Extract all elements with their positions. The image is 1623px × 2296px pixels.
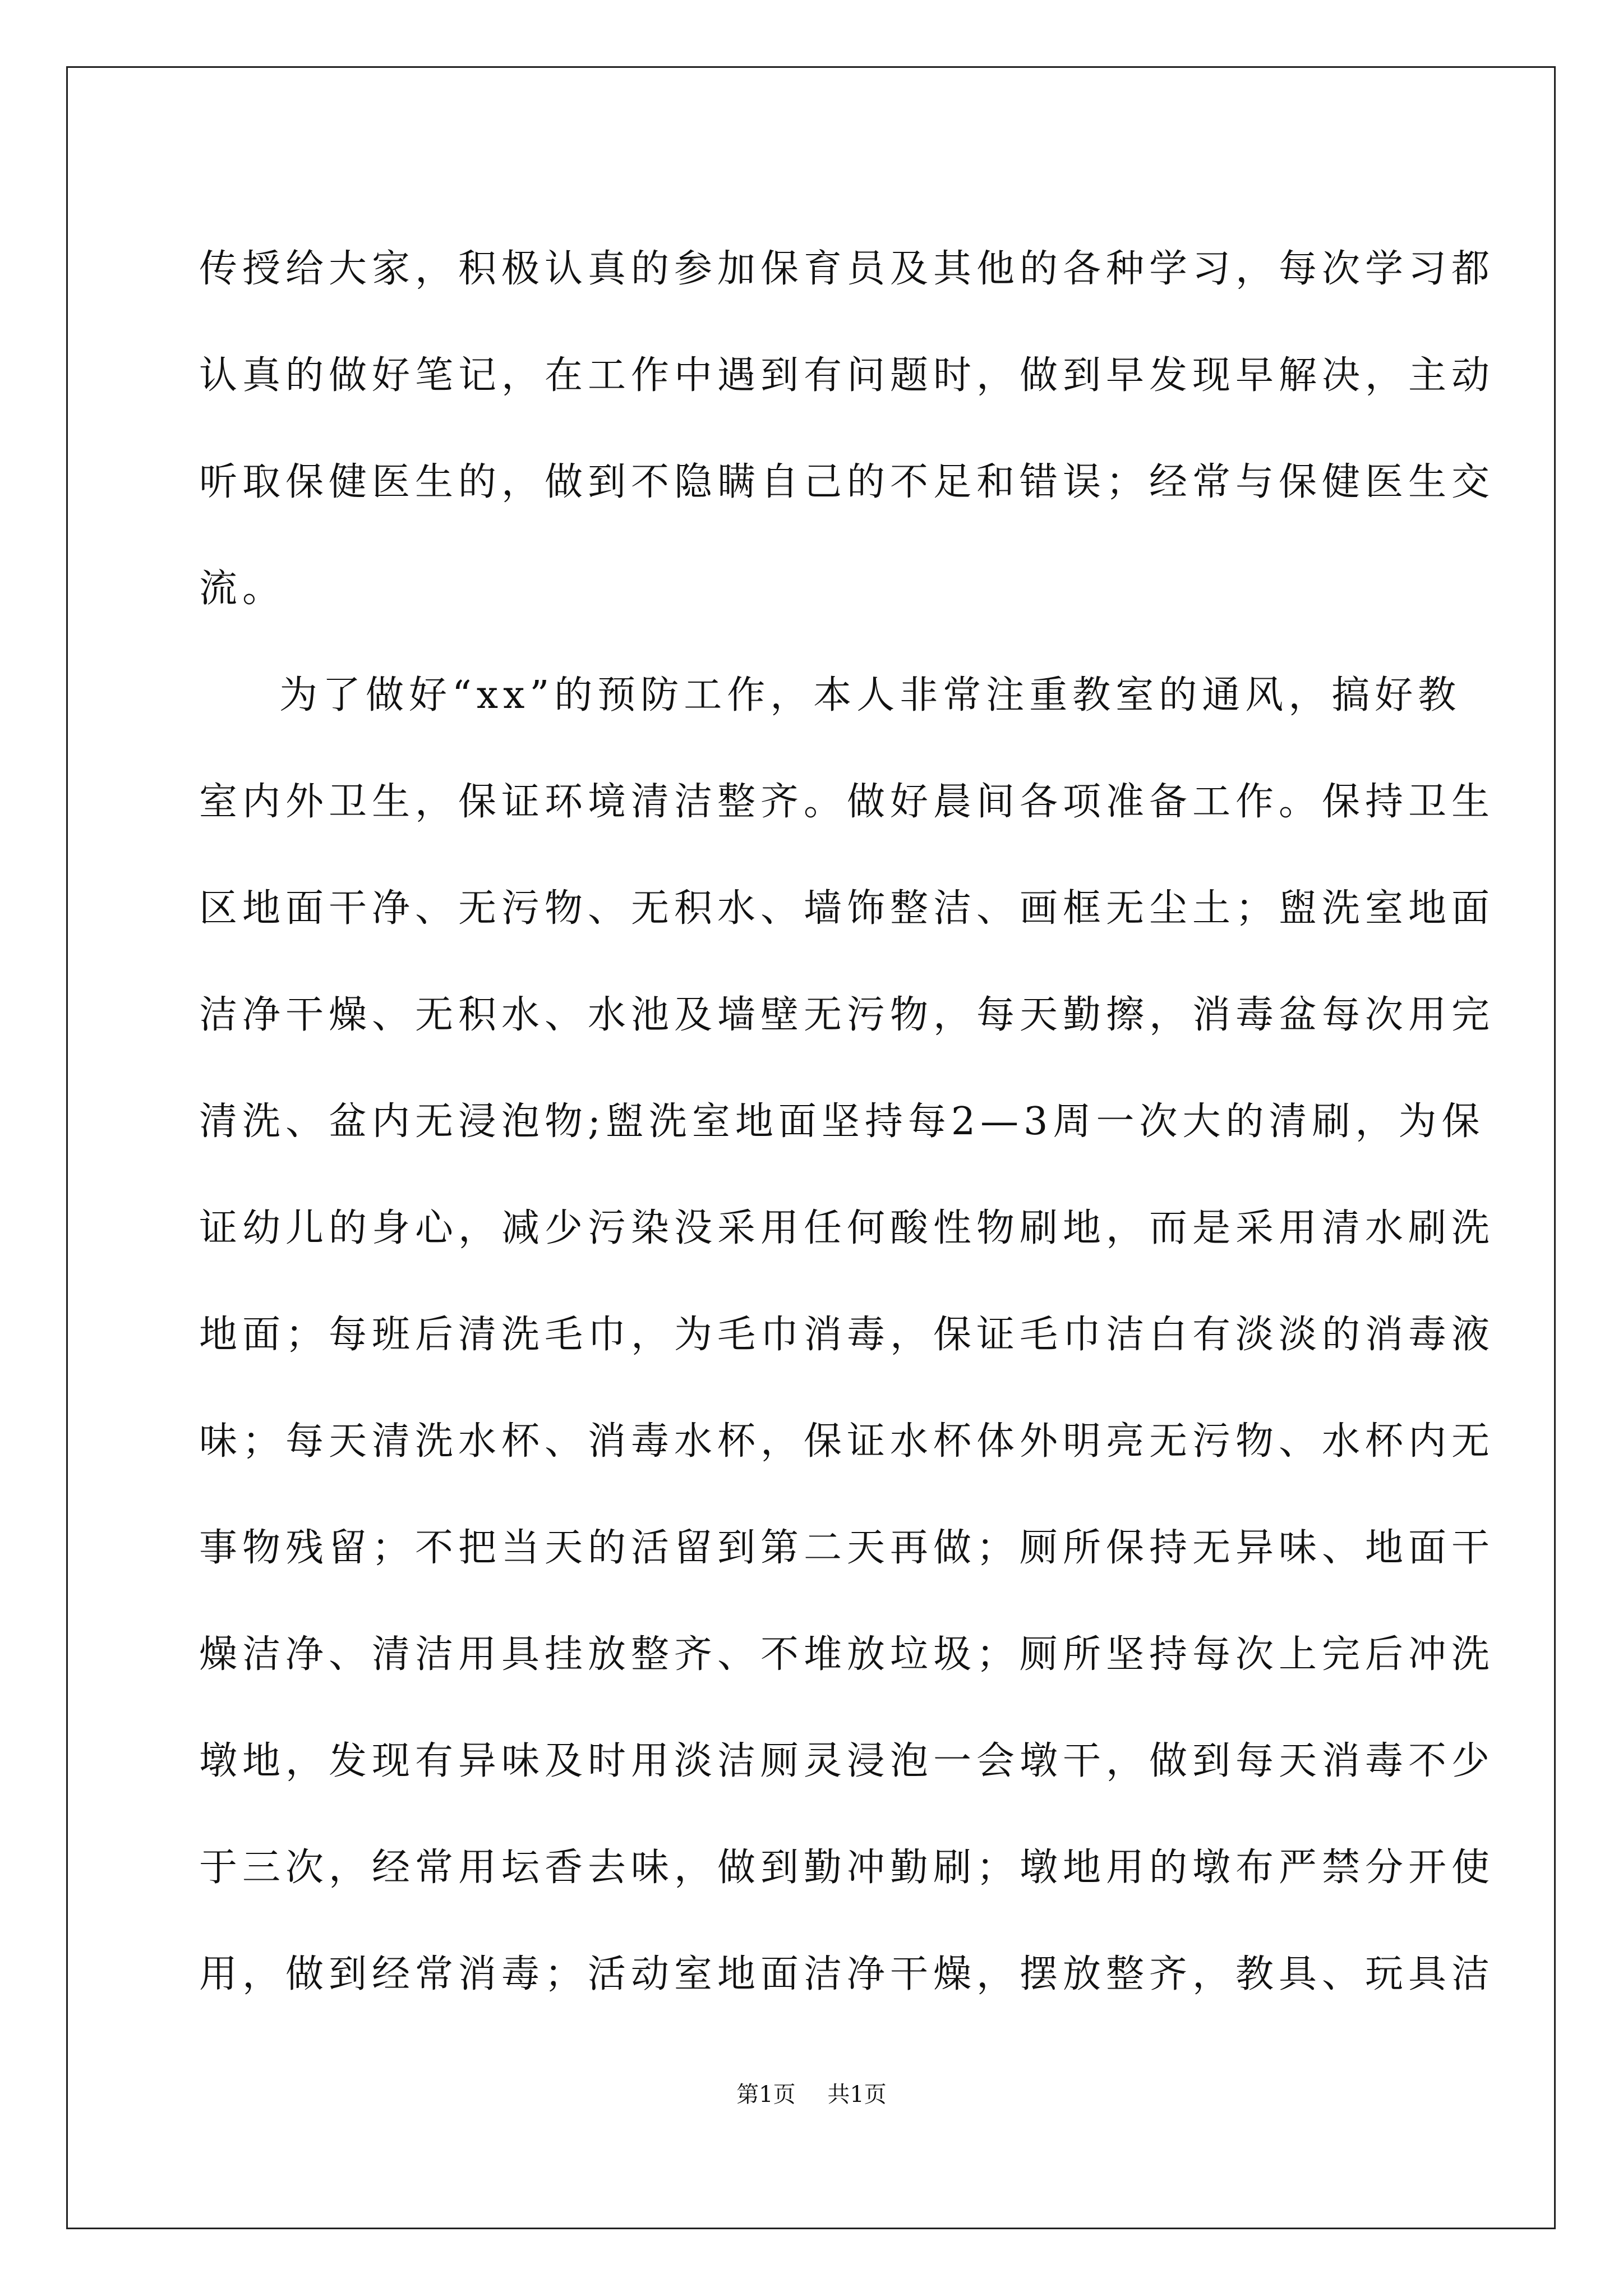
text-line: 区地面干净、无污物、无积水、墙饰整洁、画框无尘土；盥洗室地面 (199, 886, 1495, 931)
text-line: 认真的做好笔记，在工作中遇到有问题时，做到早发现早解决，主动 (199, 353, 1495, 398)
text-line: 为了做好“xx”的预防工作，本人非常注重教室的通风，搞好教 (279, 673, 1461, 717)
text-line: 证幼儿的身心，减少污染没采用任何酸性物刷地，而是采用清水刷洗 (199, 1206, 1495, 1250)
text-line: 室内外卫生，保证环境清洁整齐。做好晨间各项准备工作。保持卫生 (199, 780, 1495, 824)
text-line: 清洗、盆内无浸泡物;盥洗室地面坚持每2—3周一次大的清刷，为保 (199, 1099, 1485, 1144)
text-line: 于三次，经常用坛香去味，做到勤冲勤刷；墩地用的墩布严禁分开使 (199, 1846, 1495, 1890)
paragraph (199, 642, 1495, 2028)
text-line: 洁净干燥、无积水、水池及墙壁无污物，每天勤擦，消毒盆每次用完 (199, 993, 1495, 1037)
text-line: 传授给大家，积极认真的参加保育员及其他的各种学习，每次学习都 (199, 247, 1495, 291)
text-line: 味；每天清洗水杯、消毒水杯，保证水杯体外明亮无污物、水杯内无 (199, 1419, 1495, 1464)
text-line: 事物残留；不把当天的活留到第二天再做；厕所保持无异味、地面干 (199, 1526, 1495, 1570)
text-line: 听取保健医生的，做到不隐瞒自己的不足和错误；经常与保健医生交 (199, 460, 1495, 504)
text-line: 用，做到经常消毒；活动室地面洁净干燥，摆放整齐，教具、玩具洁 (199, 1952, 1495, 1996)
text-line: 墩地，发现有异味及时用淡洁厕灵浸泡一会墩干，做到每天消毒不少 (199, 1739, 1495, 1783)
page-number-current: 第1页 (736, 2082, 796, 2108)
text-line: 流。 (199, 567, 286, 611)
text-line: 地面；每班后清洗毛巾，为毛巾消毒，保证毛巾洁白有淡淡的消毒液 (199, 1313, 1495, 1357)
page-number-total: 共1页 (827, 2082, 887, 2108)
text-line: 燥洁净、清洁用具挂放整齐、不堆放垃圾；厕所坚持每次上完后冲洗 (199, 1632, 1495, 1677)
page-footer (0, 2078, 1623, 2111)
paragraph (199, 216, 1495, 642)
document-body (199, 216, 1495, 2028)
